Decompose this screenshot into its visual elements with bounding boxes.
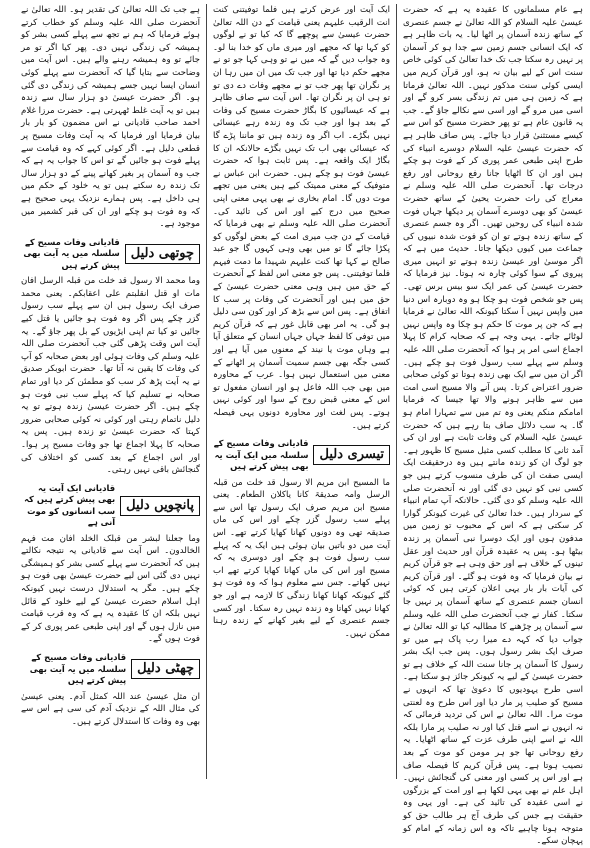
column-middle <box>207 4 397 779</box>
body-paragraph: ما المسیح ابن مریم الا رسول قد خلت من قبلہ الرسل وامہ صدیقۃ کانا یاکلان الطعام۔ یعنی مسیح ابن مریم صرف ایک رسول تھا اس سے پہلے سب رسول گزر چکے اور اس کی ماں صدیقہ تھی وہ دونوں کھانا کھایا کرتے تھے۔ اس آیت میں دو باتیں بیان ہوئی ہیں ایک یہ کہ پہلے سب رسول فوت ہو چکے اور دوسری یہ کہ مسیح اور اس کی ماں کھانا کھایا کرتے تھے اب نہیں کھاتے۔ جس سے معلوم ہوا کہ وہ فوت ہو گئے کیونکہ کھانا کھانا زندگی کا لازمہ ہے اور جو کھانا نہیں کھاتا وہ زندہ نہیں رہ سکتا۔ اور کسی جسم عنصری کے لیے بغیر کھانے کے زندہ رہنا ممکن نہیں۔ <box>213 477 390 639</box>
heading-subtitle: قادیانی وفات مسیح کے سلسلہ میں ایک آیت یہ بھی پیش کرتے ہیں <box>213 438 309 472</box>
section-heading <box>21 237 200 272</box>
section-heading <box>213 438 390 473</box>
heading-subtitle: قادیانی وفات مسیح کے سلسلہ میں یہ آیت بھی پیش کرتے ہیں <box>29 652 127 686</box>
heading-title-box: پانچویں دلیل <box>120 496 200 516</box>
body-paragraph: وما محمد الا رسول قد خلت من قبلہ الرسل افان مات او قتل انقلبتم علی اعقابکم۔ یعنی محمد صرف ایک رسول ہیں ان سے پہلے سب رسول گزر چکے پس اگر وہ فوت ہو جائیں یا قتل کیے جائیں تو کیا تم اپنی ایڑیوں کے بل پھر جاؤ گے۔ یہ آیت اس وقت پڑھی گئی جب آنحضرت صلی اللہ علیہ وسلم کی وفات ہوئی اور بعض صحابہ کو آپ کی وفات کا یقین نہ آتا تھا۔ حضرت ابوبکر صدیق نے یہ آیت پڑھ کر سب کو مطمئن کر دیا اور تمام صحابہ نے تسلیم کیا کہ پہلے سب نبی فوت ہو چکے ہیں۔ اگر حضرت عیسیٰ زندہ ہوتے تو یہ دلیل ناتمام رہتی اور کوئی نہ کوئی صحابی ضرور کہتا کہ حضرت عیسیٰ تو زندہ ہیں۔ پس یہ صحابہ کا پہلا اجماع تھا جو وفات مسیح پر ہوا۔ اور اس اجماع کے بعد کسی کو اختلاف کی گنجائش باقی نہیں رہتی۔ <box>20 276 200 476</box>
body-paragraph: ایک آیت اور عرض کرتے ہیں فلما توفیتنی کنت انت الرقیب علیہم یعنی قیامت کے دن اللہ تعالیٰ حضرت عیسیٰ سے پوچھے گا کہ کیا تو نے لوگوں کو کہا تھا کہ مجھے اور میری ماں کو خدا بنا لو۔ وہ جواب دیں گے کہ میں نے تو وہی کہا جو تو نے مجھے حکم دیا تھا اور جب تک میں ان میں رہا ان پر نگران تھا پھر جب تو نے مجھے وفات دے دی تو تو ہی ان پر نگران تھا۔ اس آیت سے صاف ظاہر ہے کہ عیسائیوں کا بگاڑ حضرت مسیح کی وفات کے بعد ہوا اور جب تک وہ زندہ رہے عیسائی نہیں بگڑے۔ اب اگر وہ زندہ ہیں تو ماننا پڑے گا کہ عیسائی بھی اب تک نہیں بگڑے حالانکہ ان کا بگاڑ ایک واقعہ ہے۔ پس ثابت ہوا کہ حضرت عیسیٰ فوت ہو چکے ہیں۔ حضرت ابن عباس نے متوفیک کے معنی ممیتک کیے ہیں یعنی میں تجھے موت دوں گا۔ امام بخاری نے بھی یہی معنی اپنی صحیح میں درج کیے اور اس کی تائید کی۔ آنحضرت صلی اللہ علیہ وسلم نے بھی فرمایا کہ قیامت کے دن جب میری امت کے بعض لوگوں کو پکڑا جائے گا تو میں بھی وہی کہوں گا جو عبد صالح نے کہا تھا کنت علیہم شہیدا ما دمت فیہم فلما توفیتنی۔ پس جو معنی اس لفظ کے آنحضرت کے حق میں ہیں وہی معنی حضرت عیسیٰ کے حق میں ہیں اور آنحضرت کی وفات پر سب کا اتفاق ہے۔ پس اس سے بڑھ کر اور کون سی دلیل ہو گی۔ یہ امر بھی قابل غور ہے کہ قرآن کریم میں توفی کا لفظ جہاں جہاں انسان کے متعلق آیا ہے وہاں موت یا نیند کے معنوں میں آیا ہے اور کسی جگہ بھی جسم سمیت آسمان پر اٹھانے کے معنی میں استعمال نہیں ہوا۔ عرب کے محاورہ میں بھی جب اللہ فاعل ہو اور انسان مفعول تو اس کے معنی قبض روح کے سوا اور کوئی نہیں ہوتے۔ پس لغت اور محاورہ دونوں یہی فیصلہ کرتے ہیں۔ <box>213 5 390 431</box>
section-heading <box>21 483 200 529</box>
column-right <box>397 4 587 847</box>
heading-title-box: چھٹی دلیل <box>131 659 200 679</box>
section-heading <box>21 652 200 687</box>
body-paragraph: ہے عام مسلمانوں کا عقیدہ یہ ہے کہ حضرت عیسیٰ علیہ السلام کو اللہ تعالیٰ نے جسم عنصری کے ساتھ زندہ آسمان پر اٹھا لیا۔ یہ بات ظاہر ہے کہ ایک انسانی جسم زمین سے جدا ہو کر آسمان پر نہیں رہ سکتا جب تک خدا تعالیٰ کی کوئی خاص سنت اس کے لیے بیان نہ ہو، اور قرآن کریم میں ایسی کوئی سنت مذکور نہیں۔ اللہ تعالیٰ فرماتا ہے کہ زمین ہی میں تم زندگی بسر کرو گے اور اسی میں مرو گے اور اسی سے نکالے جاؤ گے۔ جب یہ قانون عام ہے تو پھر حضرت مسیح کو اس سے کیسے مستثنیٰ قرار دیا جائے۔ پس صاف ظاہر ہے کہ حضرت عیسیٰ علیہ السلام دوسرے انبیاء کی طرح اپنی طبعی عمر پوری کر کے فوت ہو چکے ہیں اور ان کا اٹھایا جانا رفع روحانی اور رفع درجات تھا۔ آنحضرت صلی اللہ علیہ وسلم نے معراج کی رات حضرت یحییٰ کے ساتھ حضرت عیسیٰ کو بھی دوسرے آسمان پر دیکھا جہاں فوت شدہ انبیاء کی روحیں تھیں۔ اگر وہ جسم عنصری کے ساتھ زندہ ہوتے تو ان کو فوت شدہ نبیوں کی جماعت میں کیوں دیکھا جاتا۔ حدیث میں ہے کہ اگر موسیٰ اور عیسیٰ زندہ ہوتے تو انہیں میری پیروی کے سوا کوئی چارہ نہ ہوتا۔ نیز فرمایا کہ حضرت عیسیٰ کی عمر ایک سو بیس برس تھی۔ پس جو شخص فوت ہو چکا ہو وہ دوبارہ اس دنیا میں واپس نہیں آ سکتا کیونکہ اللہ تعالیٰ نے فرمایا ہے کہ جن پر موت کا حکم ہو چکا وہ واپس نہیں لوٹائے جاتے۔ یہی وجہ ہے کہ صحابہ کرام کا پہلا اجماع اسی امر پر ہوا کہ آنحضرت صلی اللہ علیہ وسلم سے پہلے سب رسول فوت ہو چکے ہیں۔ اگر ان میں سے ایک بھی زندہ ہوتا تو کوئی صحابی ضرور اعتراض کرتا۔ پس آنے والا مسیح اسی امت میں سے ظاہر ہونے والا تھا جیسا کہ فرمایا امامکم منکم یعنی وہ تم میں سے تمہارا امام ہو گا۔ یہ سب دلائل صاف بتا رہے ہیں کہ حضرت عیسیٰ علیہ السلام کی وفات ثابت ہے اور ان کی آمد ثانی کا مطلب کسی مثیل مسیح کا ظہور ہے۔ جو لوگ ان کو زندہ مانتے ہیں وہ درحقیقت ایک ایسی صفت ان کی طرف منسوب کرتے ہیں جو کسی نبی کو نہیں دی گئی اور نہ آنحضرت صلی اللہ علیہ وسلم کو دی گئی۔ حالانکہ آپ تمام انبیاء کے سردار ہیں۔ خدا تعالیٰ کی غیرت کیونکر گوارا کر سکتی ہے کہ اس کے محبوب تو زمین میں مدفون ہوں اور ایک دوسرا نبی آسمان پر زندہ بیٹھا ہو۔ پس یہ عقیدہ قرآن اور حدیث اور عقل تینوں کے خلاف ہے اور حق وہی ہے جو قرآن کریم نے بیان فرمایا کہ وہ فوت ہو گئے۔ اور قرآن کریم کی آیات بار بار یہی اعلان کرتی ہیں کہ کوئی انسان جسم عنصری کے ساتھ آسمان پر نہیں جا سکتا۔ کفار نے جب آنحضرت صلی اللہ علیہ وسلم سے آسمان پر چڑھنے کا مطالبہ کیا تو اللہ تعالیٰ نے جواب دیا کہ کہہ دے میرا رب پاک ہے میں تو صرف ایک بشر رسول ہوں۔ پس جب ایک بشر رسول کا آسمان پر جانا سنت اللہ کے خلاف ہے تو حضرت عیسیٰ کے لیے یہ کیونکر جائز ہو سکتا ہے۔ اسی طرح یہودیوں کا دعویٰ تھا کہ انہوں نے مسیح کو صلیب پر مار دیا اور اس طرح وہ لعنتی موت مرا۔ اللہ تعالیٰ نے اس کی تردید فرمائی کہ نہ انہوں نے اسے قتل کیا اور نہ صلیب پر مارا بلکہ اللہ نے اسے اپنی طرف عزت کے ساتھ اٹھایا۔ یہ رفع روحانی تھا جو ہر مومن کو موت کے بعد نصیب ہوتا ہے۔ پس قرآن کریم کا فیصلہ صاف ہے اور اس پر کسی اور معنی کی گنجائش نہیں۔ اہل علم نے بھی یہی لکھا ہے اور امت کے بزرگوں نے اسی عقیدہ کی تائید کی ہے۔ اور یہی وہ حقیقت ہے جس کی طرف آج ہر طالب حق کو متوجہ ہونا چاہیے تاکہ وہ اس زمانہ کے امام کو پہچان سکے۔ <box>403 5 583 847</box>
heading-title-box: چوتھی دلیل <box>125 244 200 264</box>
body-paragraph: وما جعلنا لبشر من قبلک الخلد افان مت فہم الخالدون۔ اس آیت سے قادیانی یہ نتیجہ نکالتے ہیں کہ آنحضرت سے پہلے کسی بشر کو ہمیشگی نہیں دی گئی اس لیے حضرت عیسیٰ بھی فوت ہو چکے ہیں۔ مگر یہ استدلال درست نہیں کیونکہ اہل اسلام حضرت عیسیٰ کے لیے خلود کے قائل نہیں بلکہ ان کا عقیدہ یہ ہے کہ وہ قرب قیامت میں نازل ہوں گے اور اپنی طبعی عمر پوری کر کے فوت ہوں گے۔ <box>21 533 200 645</box>
heading-title-box: تیسری دلیل <box>313 445 390 465</box>
body-paragraph: ہے جب تک اللہ تعالیٰ کی تقدیر ہو۔ اللہ تعالیٰ نے آنحضرت صلی اللہ علیہ وسلم کو خطاب کرتے ہوئے فرمایا کہ ہم نے تجھ سے پہلے کسی بشر کو ہمیشہ کی زندگی نہیں دی۔ پھر کیا اگر تو مر جائے تو وہ ہمیشہ رہنے والے ہیں۔ اس آیت میں وضاحت سے بتایا گیا کہ آنحضرت سے پہلے کوئی انسان ایسا نہیں جسے ہمیشہ کی زندگی دی گئی ہو۔ اگر حضرت عیسیٰ دو ہزار سال سے زندہ ہیں تو یہ آیت غلط ٹھہرتی ہے۔ حضرت مرزا غلام احمد صاحب قادیانی نے اس مضمون کو بار بار بیان فرمایا اور فرمایا کہ یہ آیت وفات مسیح پر قطعی دلیل ہے۔ اگر کوئی کہے کہ وہ قیامت سے پہلے فوت ہو جائیں گے تو اس کا جواب یہ ہے کہ جب وہ آسمان پر بغیر کھانے پینے کے دو ہزار سال تک زندہ رہ سکتے ہیں تو یہ خلود کے حکم میں ہی داخل ہے۔ پس ہمارے نزدیک یہی صحیح ہے کہ وہ فوت ہو چکے اور ان کی قبر کشمیر میں موجود ہے۔ <box>21 5 200 230</box>
heading-subtitle: قادیانی ایک آیت یہ بھی پیش کرتے ہیں کہ سب انسانوں کو موت آنی ہے <box>24 482 116 528</box>
body-paragraph: ان مثل عیسیٰ عند اللہ کمثل آدم۔ یعنی عیسیٰ کی مثال اللہ کے نزدیک آدم کی سی ہے اس سے بھی وہ وفات کا استدلال کرتے ہیں۔ <box>21 691 200 727</box>
heading-subtitle: قادیانی وفات مسیح کے سلسلہ میں یہ آیت بھی پیش کرتے ہیں <box>23 236 120 270</box>
column-left <box>17 4 207 779</box>
